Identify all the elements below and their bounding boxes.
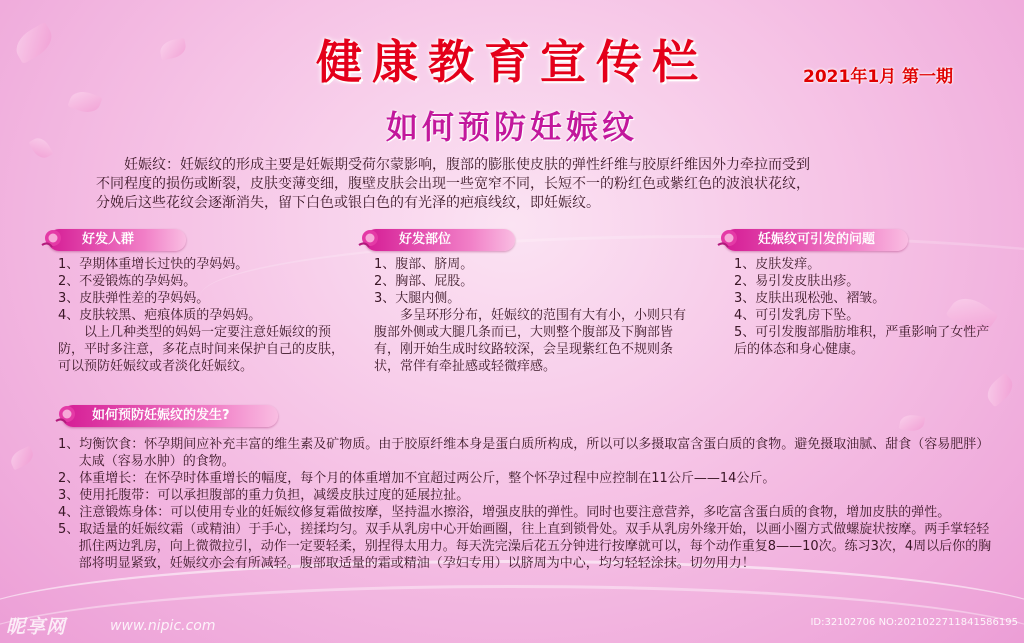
board-title: 健康教育宣传栏 xyxy=(316,35,708,89)
section-title: 好发部位 xyxy=(399,232,452,247)
sites-section xyxy=(374,256,692,375)
list-item: 1、腹部、脐周。 xyxy=(374,257,474,272)
list-item: 3、皮肤出现松弛、褶皱。 xyxy=(734,291,886,306)
rose-icon xyxy=(355,223,385,253)
section-title: 妊娠纹可引发的问题 xyxy=(758,232,876,247)
list-item: 2、胸部、屁股。 xyxy=(374,274,474,289)
list-item: 5、可引发腹部脂肪堆积，严重影响了女性产后的体态和身心健康。 xyxy=(734,325,990,357)
section-badge-prevention xyxy=(62,405,278,427)
watermark-url: www.nipic.com xyxy=(110,618,216,634)
list-item: 4、皮肤较黑、疤痕体质的孕妈妈。 xyxy=(58,308,262,323)
problems-section xyxy=(734,256,996,358)
list-item: 3、皮肤弹性差的孕妈妈。 xyxy=(58,291,210,306)
petal-decoration xyxy=(899,413,925,433)
list-item: 2、易引发皮肤出疹。 xyxy=(734,274,860,289)
rose-icon xyxy=(52,399,82,429)
section-badge-problems xyxy=(724,229,908,251)
petal-decoration xyxy=(8,446,37,471)
watermark-brand: 昵享网 xyxy=(6,616,67,638)
list-item: 5、取适量的妊娠纹霜（或精油）于手心，搓揉均匀。双手从乳房中心开始画圈，往上直到锁骨处。双手从乳房外缘开始，以画小圈方式做螺旋状按摩。两手掌轻轻抓住两边乳房，向上微微拉引，动作一定要轻柔，别捏得太用力。每天洗完澡后花五分钟进行按摩就可以，每个动作重复8——10次。练习3次，4周以后你的胸部将明显紧致，妊娠纹亦会有所减轻。腹部取适量的霜或精油（孕妇专用）以脐周为中心，均匀轻轻涂抹。切勿用力！ xyxy=(58,522,992,571)
list-item: 3、使用托腹带：可以承担腹部的重力负担，减缓皮肤过度的延展拉扯。 xyxy=(58,488,470,503)
list-item: 3、大腿内侧。 xyxy=(374,291,461,306)
list-item: 1、均衡饮食：怀孕期间应补充丰富的维生素及矿物质。由于胶原纤维本身是蛋白质所构成，所以可以多摄取富含蛋白质的食物。避免摄取油腻、甜食（容易肥胖）太咸（容易水肿）的食物。 xyxy=(58,437,990,469)
list-item: 2、体重增长：在怀孕时体重增长的幅度，每个月的体重增加不宜超过两公斤，整个怀孕过程中应控制在11公斤——14公斤。 xyxy=(58,471,776,486)
intro-line: 妊娠纹：妊娠纹的形成主要是妊娠期受荷尔蒙影响，腹部的膨胀使皮肤的弹性纤维与胶原纤维因外力牵拉而受到 xyxy=(124,157,810,173)
intro-paragraph xyxy=(96,156,916,213)
list-item: 1、皮肤发痒。 xyxy=(734,257,821,272)
rose-icon xyxy=(38,223,68,253)
section-badge-groups xyxy=(48,229,186,251)
watermark-id: ID:32102706 NO:20210227118415861​95 xyxy=(810,617,1018,628)
list-item: 4、注意锻炼身体：可以使用专业的妊娠纹修复霜做按摩，坚持温水擦浴，增强皮肤的弹性。同时也要注意营养，多吃富含蛋白质的食物，增加皮肤的弹性。 xyxy=(58,505,951,520)
issue-label: 2021年1月 第一期 xyxy=(803,67,954,87)
groups-note: 以上几种类型的妈妈一定要注意妊娠纹的预防，平时多注意，多花点时间来保护自己的皮肤，可以预防妊娠纹或者淡化妊娠纹。 xyxy=(58,325,345,374)
rose-icon xyxy=(714,223,744,253)
section-title: 如何预防妊娠纹的发生? xyxy=(92,408,230,423)
intro-line: 分娩后这些花纹会逐渐消失，留下白色或银白色的有光泽的疤痕线纹，即妊娠纹。 xyxy=(96,195,600,211)
petal-decoration xyxy=(982,373,1018,408)
intro-line: 不同程度的损伤或断裂，皮肤变薄变细，腹壁皮肤会出现一些宽窄不同，长短不一的粉红色或紫红色的波浪状花纹， xyxy=(96,176,810,192)
sites-note: 多呈环形分布，妊娠纹的范围有大有小，小则只有腹部外侧或大腿几条而已，大则整个腹部及下胸部皆有，刚开始生成时纹路较深，会呈现紫红色不规则条状，常伴有牵扯感或轻微痒感。 xyxy=(374,308,687,374)
list-item: 4、可引发乳房下坠。 xyxy=(734,308,860,323)
topic-subtitle: 如何预防妊娠纹 xyxy=(385,108,638,146)
section-badge-sites xyxy=(365,229,515,251)
groups-section xyxy=(58,256,348,375)
list-item: 2、不爱锻炼的孕妈妈。 xyxy=(58,274,197,289)
list-item: 1、孕期体重增长过快的孕妈妈。 xyxy=(58,257,249,272)
section-title: 好发人群 xyxy=(82,232,135,247)
prevention-section xyxy=(58,436,998,572)
